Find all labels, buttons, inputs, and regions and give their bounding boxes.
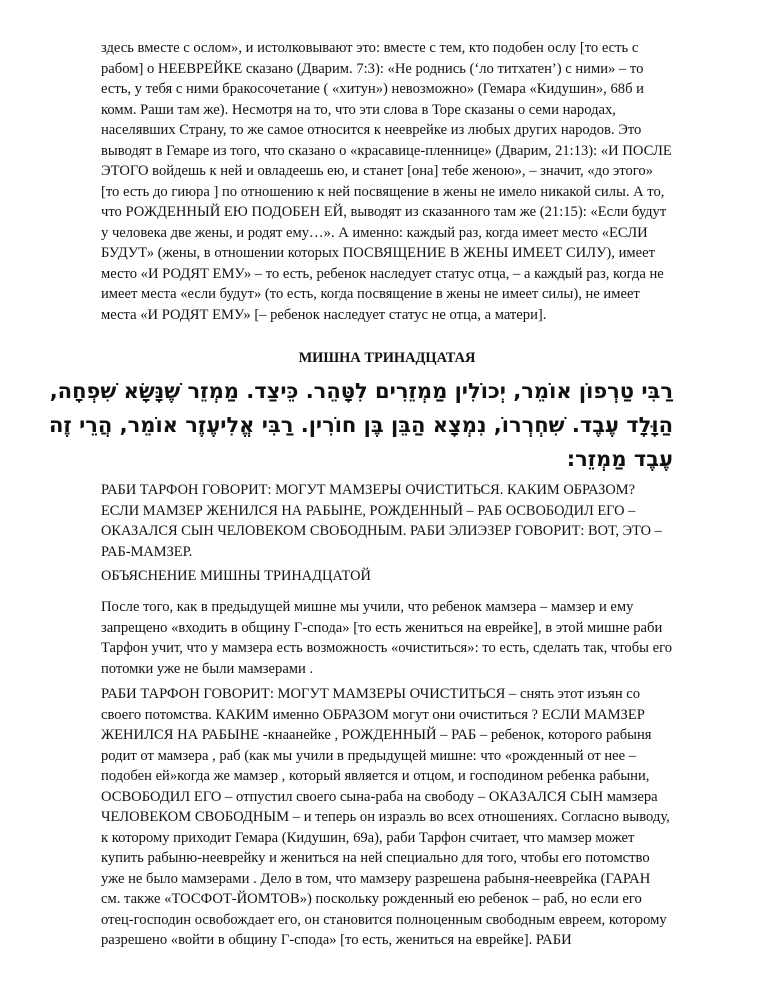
- hebrew-line: רַבִּי טַרְפוֹן אוֹמֵר, יְכוֹלִין מַמְזֵרִים לִטָּהֵר. כֵּיצַד. מַמְזֵר שֶׁנָּשָׂא שִׁפְחָה,: [49, 379, 673, 403]
- explanation-paragraph-2: [101, 684, 673, 951]
- mishna-translation: [101, 480, 673, 562]
- hebrew-line: עֶבֶד מַמְזֵר:: [566, 447, 673, 471]
- explanation-paragraph-1: [101, 597, 673, 679]
- intro-text: здесь вместе с ослом», и истолковывают это: вместе с тем, кто подобен ослу [то есть с рабом] о НЕЕВРЕЙКЕ сказано (Дварим. 7:3): «Не роднись (‘ло титхатен’) с ними» – то есть, у тебя с ними бракосочетание ( «хитун») невозможно» (Гемара «Кидушин», 68б и комм. Раши там же). Несмотря на то, что эти слова в Торе сказаны о семи народах, населявших Страну, то же самое относится к нееврейке из любых других народов. Это выводят в Гемаре из того, что сказано о «красавице-пленнице» (Дварим, 21:13): «И ПОСЛЕ ЭТОГО войдешь к ней и овладеешь ею, и станет [она] тебе женою», – значит, «до этого» [то есть до гиюра ] по отношению к ней посвящение в жены не имело никакой силы. А то, что РОЖДЕННЫЙ ЕЮ ПОДОБЕН ЕЙ, выводят из сказанного там же (21:15): «Если будут у человека две жены, и родят ему…». А именно: каждый раз, когда имеет место «ЕСЛИ БУДУТ» (жены, в отношении которых ПОСВЯЩЕНИЕ В ЖЕНЫ ИМЕЕТ СИЛУ), имеет место «И РОДЯТ ЕМУ» – то есть, ребенок наследует статус отца, – а каждый раз, когда не имеет места «если будут» (то есть, когда посвящение в жены не имеет силы), не имеет места «И РОДЯТ ЕМУ» [– ребенок наследует статус не отца, а матери].: [101, 40, 672, 323]
- hebrew-line: הַוָּלָד עֶבֶד. שִׁחְרְרוֹ, נִמְצָא הַבֵּן בֶּן חוֹרִין. רַבִּי אֱלִיעֶזֶר אוֹמֵר, הֲרֵי זֶה: [48, 413, 673, 437]
- intro-paragraph: [101, 38, 673, 325]
- explanation-title: ОБЪЯСНЕНИЕ МИШНЫ ТРИНАДЦАТОЙ: [101, 568, 371, 584]
- section-heading: МИШНА ТРИНАДЦАТАЯ: [298, 350, 476, 366]
- explanation-text-1: После того, как в предыдущей мишне мы учили, что ребенок мамзера – мамзер и ему запрещено «входить в общину Г-спода» [то есть жениться на еврейке], в этой мишне раби Тарфон учит, что у мамзера есть возможность «очиститься»: то есть, сделать так, чтобы его потомки уже не были мамзерами .: [101, 599, 673, 677]
- explanation-heading: [101, 566, 673, 587]
- mishna-text: РАБИ ТАРФОН ГОВОРИТ: МОГУТ МАМЗЕРЫ ОЧИСТИТЬСЯ. КАКИМ ОБРАЗОМ? ЕСЛИ МАМЗЕР ЖЕНИЛСЯ НА РАБЫНЕ, РОЖДЕННЫЙ – РАБ ОСВОБОДИЛ ЕГО – ОКАЗАЛСЯ СЫН ЧЕЛОВЕКОМ СВОБОДНЫМ. РАБИ ЭЛИЭЗЕР ГОВОРИТ: ВОТ, ЭТО – РАБ-МАМЗЕР.: [101, 482, 662, 560]
- explanation-text-2: РАБИ ТАРФОН ГОВОРИТ: МОГУТ МАМЗЕРЫ ОЧИСТИТЬСЯ – снять этот изъян со своего потомства. КАКИМ именно ОБРАЗОМ могут они очиститься ? ЕСЛИ МАМЗЕР ЖЕНИЛСЯ НА РАБЫНЕ -кнаанейке , РОЖДЕННЫЙ – РАБ – ребенок, которого рабыня родит от мамзера , раб (как мы учили в предыдущей мишне: что «рожденный от нее – подобен ей»когда же мамзер , который является и отцом, и господином ребенка рабыни, ОСВОБОДИЛ ЕГО – отпустил своего сына-раба на свободу – ОКАЗАЛСЯ СЫН мамзера ЧЕЛОВЕКОМ СВОБОДНЫМ – и теперь он израэль во всех отношениях. Согласно выводу, к которому приходит Гемара (Кидушин, 69а), раби Тарфон считает, что мамзер может купить рабыню-нееврейку и жениться на ней специально для того, чтобы его потомство уже не было мамзерами . Дело в том, что мамзеру разрешена рабыня-нееврейка (ГАРАН см. также «ТОСФОТ-ЙОМТОВ») поскольку рожденный ею ребенок – раб, но если его отец-господин освобождает его, он становится полноценным свободным евреем, которому разрешено «войти в общину Г-спода» [то есть, жениться на еврейке]. РАБИ: [101, 686, 670, 948]
- hebrew-mishna-text: [48, 374, 673, 476]
